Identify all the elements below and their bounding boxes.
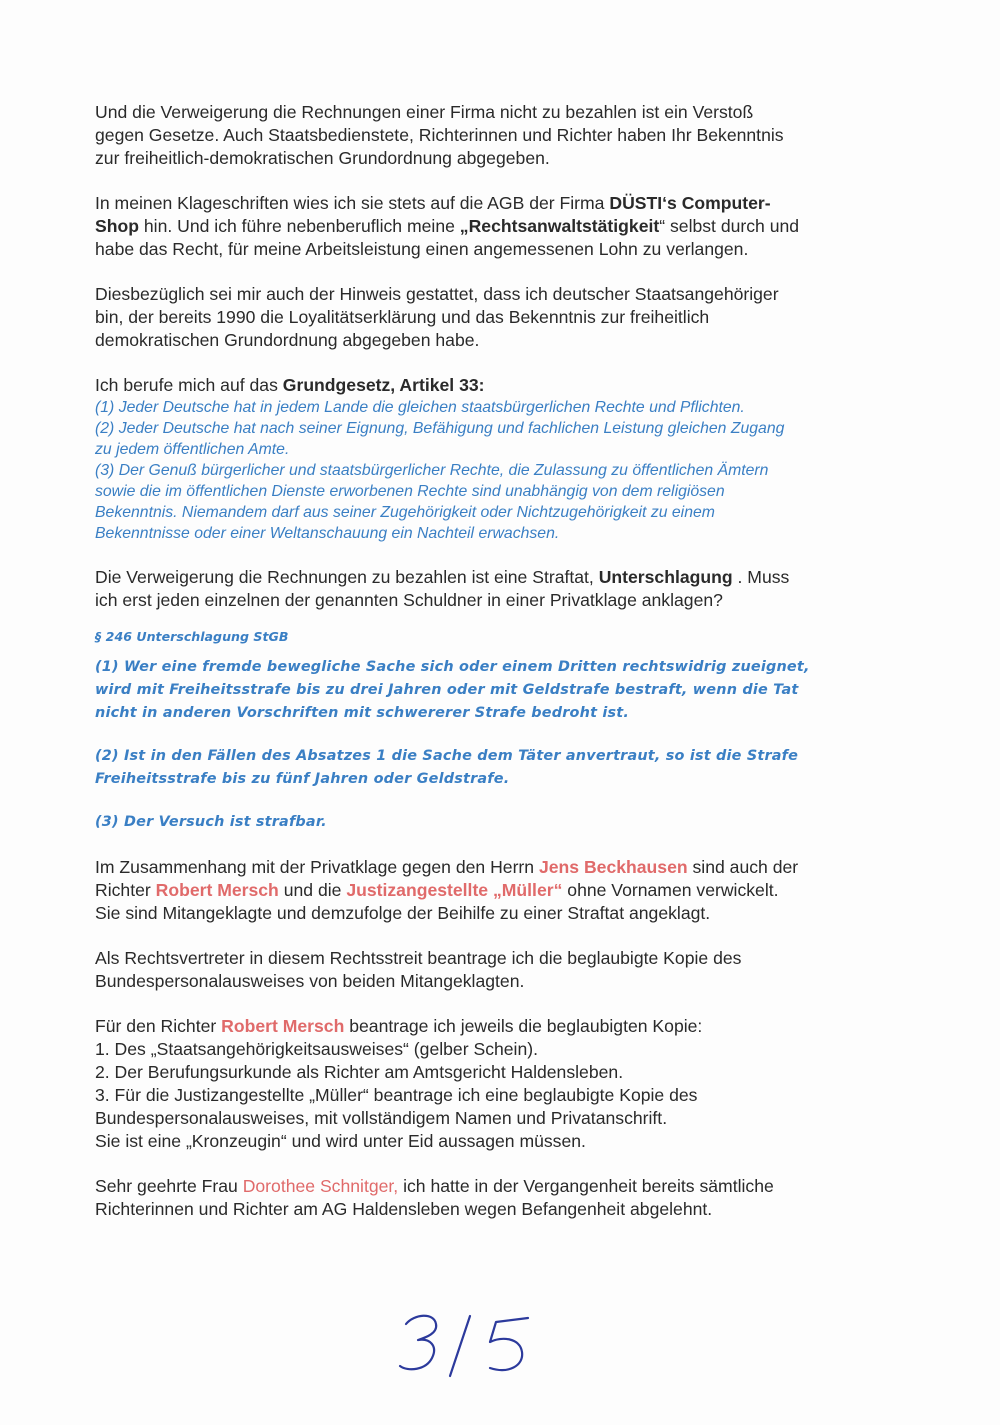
- offense-term: Unterschlagung: [598, 567, 733, 587]
- text-line: Bundespersonalausweises von beiden Mitangeklagten.: [95, 971, 525, 991]
- quote-line: zu jedem öffentlichen Amte.: [95, 441, 290, 458]
- text-line: [95, 566, 895, 589]
- text-line: Diesbezüglich sei mir auch der Hinweis gestattet, dass ich deutscher Staatsangehöriger: [95, 284, 779, 304]
- text-line: [95, 879, 895, 902]
- text-span: Die Verweigerung die Rechnungen zu bezahlen ist eine Straftat,: [95, 567, 599, 587]
- text-line: zur freiheitlich-demokratischen Grundordnung abgegeben.: [95, 148, 550, 168]
- paragraph-9: [95, 1175, 895, 1221]
- text-span: sind auch der: [687, 857, 799, 877]
- paragraph-8: [95, 1015, 895, 1153]
- text-line: Und die Verweigerung die Rechnungen einer Firma nicht zu bezahlen ist ein Verstoß: [95, 102, 754, 122]
- quote-line: nicht in anderen Vorschriften mit schwererer Strafe bedroht ist.: [95, 705, 629, 721]
- list-item: 3. Für die Justizangestellte „Müller“ beantrage ich eine beglaubigte Kopie des: [95, 1085, 698, 1105]
- quote-line: (1) Wer eine fremde bewegliche Sache sich oder einem Dritten rechtswidrig zueignet,: [95, 659, 810, 675]
- text-span: Richter: [95, 880, 156, 900]
- stgb-246-quote: [95, 628, 895, 834]
- list-item: 1. Des „Staatsangehörigkeitsausweises“ (gelber Schein).: [95, 1039, 538, 1059]
- text-line: [95, 1015, 895, 1038]
- quote-line: (3) Der Genuß bürgerlicher und staatsbürgerlicher Rechte, die Zulassung zu öffentlichen Ämtern: [95, 462, 769, 479]
- quote-heading: § 246 Unterschlagung StGB: [95, 629, 289, 644]
- quote-line: Bekenntnis. Niemandem darf aus seiner Zugehörigkeit oder Nichtzugehörigkeit zu einem: [95, 504, 715, 521]
- person-name: Robert Mersch: [155, 880, 279, 900]
- list-item: 2. Der Berufungsurkunde als Richter am Amtsgericht Haldensleben.: [95, 1062, 624, 1082]
- person-name: Jens Beckhausen: [538, 857, 688, 877]
- text-span: “ selbst durch und: [659, 216, 800, 236]
- text-span: beantrage ich jeweils die beglaubigten Kopie:: [344, 1016, 703, 1036]
- quote-line: sowie die im öffentlichen Dienste erworbenen Rechte sind unabhängig von dem religiösen: [95, 483, 725, 500]
- text-span: Im Zusammenhang mit der Privatklage gegen den Herrn: [95, 857, 539, 877]
- paragraph-7: [95, 947, 895, 993]
- text-line: bin, der bereits 1990 die Loyalitätserklärung und das Bekenntnis zur freiheitlich: [95, 307, 710, 327]
- article-33-quote: [95, 397, 895, 544]
- text-line: habe das Recht, für meine Arbeitsleistung einen angemessenen Lohn zu verlangen.: [95, 239, 749, 259]
- text-line: [95, 856, 895, 879]
- text-line: [95, 1175, 895, 1198]
- quote-line: (2) Jeder Deutsche hat nach seiner Eignung, Befähigung und fachlichen Leistung gleichen Zugang: [95, 420, 785, 437]
- paragraph-1: [95, 101, 895, 170]
- text-line: ich erst jeden einzelnen der genannten Schuldner in einer Privatklage anklagen?: [95, 590, 723, 610]
- law-reference: Grundgesetz, Artikel 33:: [282, 375, 485, 395]
- text-line: Als Rechtsvertreter in diesem Rechtsstreit beantrage ich die beglaubigte Kopie des: [95, 948, 742, 968]
- person-name: Justizangestellte „Müller“: [346, 880, 563, 900]
- quote-line: wird mit Freiheitsstrafe bis zu drei Jahren oder mit Geldstrafe bestraft, wenn die Tat: [95, 682, 799, 698]
- text-span: ich hatte in der Vergangenheit bereits sämtliche: [398, 1176, 774, 1196]
- text-span: In meinen Klageschriften wies ich sie stets auf die AGB der Firma: [95, 193, 610, 213]
- quote-line: Freiheitsstrafe bis zu fünf Jahren oder Geldstrafe.: [95, 771, 510, 787]
- text-line: Sie sind Mitangeklagte und demzufolge der Beihilfe zu einer Straftat angeklagt.: [95, 903, 711, 923]
- text-line: [95, 374, 895, 397]
- quote-line: (3) Der Versuch ist strafbar.: [95, 814, 327, 830]
- paragraph-6: [95, 856, 895, 925]
- person-name: Dorothee Schnitger,: [242, 1176, 399, 1196]
- paragraph-5: [95, 566, 895, 612]
- company-name-cont: Shop: [95, 216, 139, 236]
- text-span: Sehr geehrte Frau: [95, 1176, 243, 1196]
- company-name: DÜSTI‘s Computer-: [609, 193, 771, 213]
- text-line: demokratischen Grundordnung abgegeben habe.: [95, 330, 480, 350]
- quote-line: (1) Jeder Deutsche hat in jedem Lande die gleichen staatsbürgerlichen Rechte und Pflichten.: [95, 399, 745, 416]
- letter-body: [95, 101, 895, 1221]
- handwritten-page-number: [392, 1302, 542, 1382]
- text-line: Sie ist eine „Kronzeugin“ und wird unter Eid aussagen müssen.: [95, 1131, 586, 1151]
- quote-line: Bekenntnisse oder einer Weltanschauung ein Nachteil erwachsen.: [95, 525, 560, 542]
- text-span: und die: [278, 880, 347, 900]
- text-span: Für den Richter: [95, 1016, 222, 1036]
- text-line: Bundespersonalausweises, mit vollständigem Namen und Privatanschrift.: [95, 1108, 668, 1128]
- text-line: [95, 192, 895, 215]
- paragraph-3: [95, 283, 895, 352]
- quote-line: (2) Ist in den Fällen des Absatzes 1 die Sache dem Täter anvertraut, so ist die Strafe: [95, 748, 799, 764]
- person-name: Robert Mersch: [221, 1016, 345, 1036]
- text-span: . Muss: [732, 567, 790, 587]
- text-span: hin. Und ich führe nebenberuflich meine: [138, 216, 460, 236]
- paragraph-4: [95, 374, 895, 544]
- page-number-drawing: [392, 1302, 542, 1382]
- text-span: ohne Vornamen verwickelt.: [562, 880, 779, 900]
- paragraph-2: [95, 192, 895, 261]
- text-line: gegen Gesetze. Auch Staatsbedienstete, Richterinnen und Richter haben Ihr Bekenntnis: [95, 125, 784, 145]
- text-line: Richterinnen und Richter am AG Haldensleben wegen Befangenheit abgelehnt.: [95, 1199, 713, 1219]
- activity-term: „Rechtsanwaltstätigkeit: [459, 216, 660, 236]
- text-line: [95, 215, 895, 238]
- text-span: Ich berufe mich auf das: [95, 375, 283, 395]
